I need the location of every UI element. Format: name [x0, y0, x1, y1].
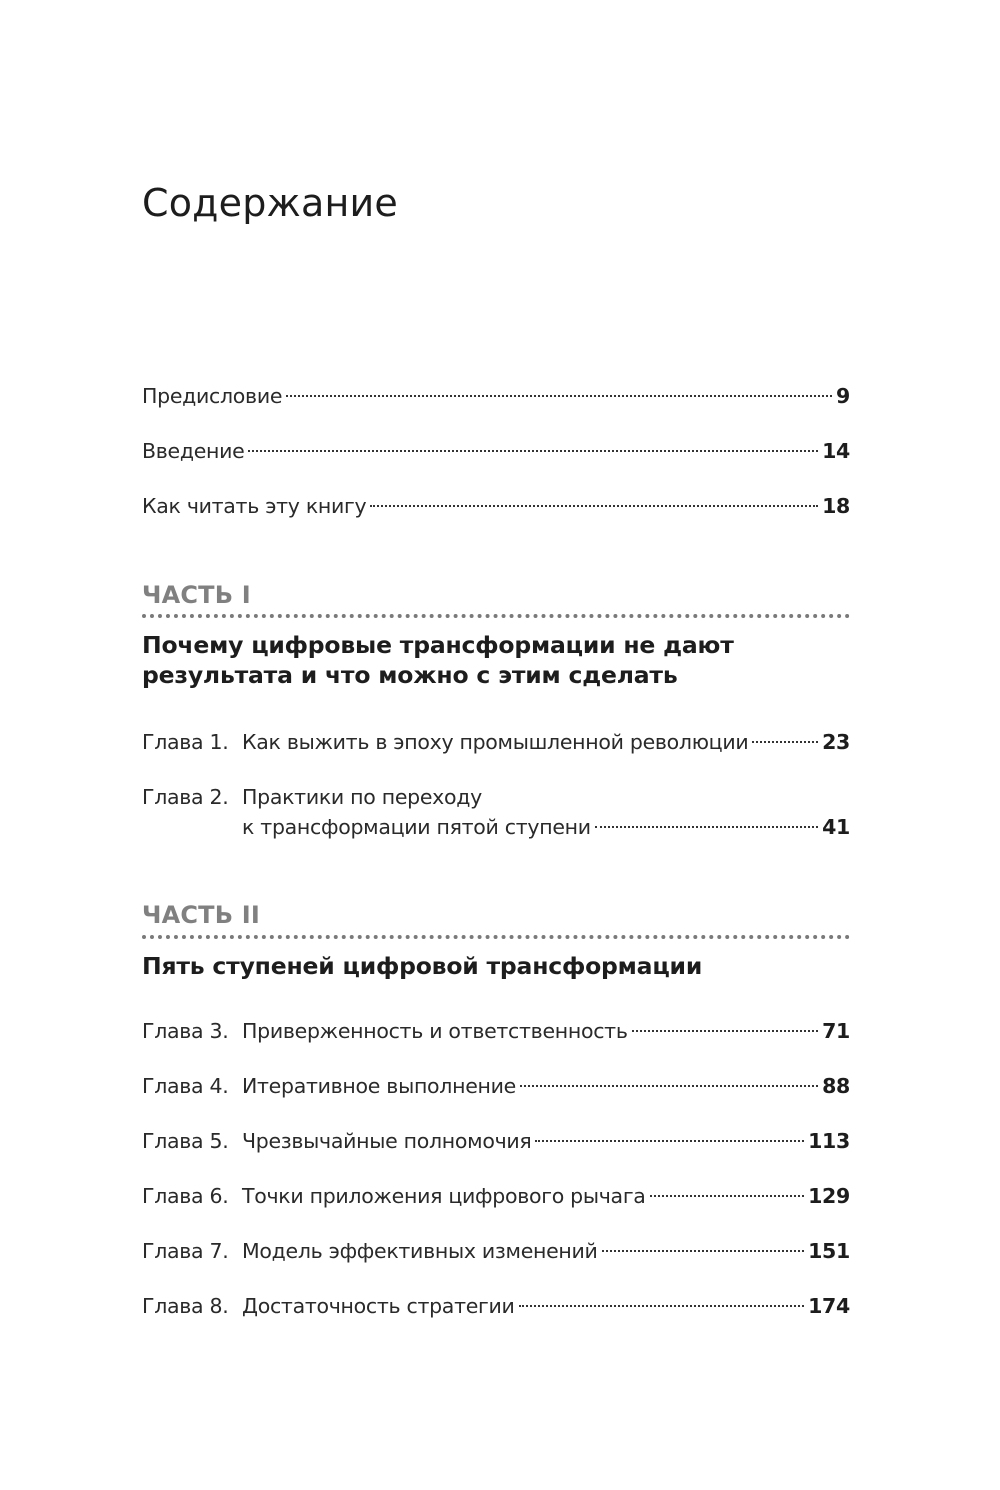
part-title-line: результата и что можно с этим сделать — [142, 661, 678, 689]
toc-page-number: 88 — [822, 1074, 850, 1098]
dot-leader — [370, 505, 818, 507]
part-title — [142, 951, 850, 981]
toc-chapter-7[interactable] — [142, 1236, 850, 1266]
chapter-number: Глава 1. — [142, 730, 229, 754]
chapter-title-continued: к трансформации пятой ступени — [242, 815, 591, 839]
chapter-title: Модель эффективных изменений — [242, 1239, 598, 1263]
toc-chapter-4[interactable] — [142, 1071, 850, 1101]
toc-page-number: 9 — [836, 384, 850, 408]
chapter-title: Точки приложения цифрового рычага — [242, 1184, 646, 1208]
dot-leader — [632, 1030, 818, 1032]
part-label: ЧАСТЬ I — [142, 581, 251, 609]
toc-page-number: 113 — [808, 1129, 850, 1153]
dot-leader — [535, 1140, 804, 1142]
dot-leader — [519, 1305, 805, 1307]
chapter-number: Глава 7. — [142, 1239, 229, 1263]
toc-entry-foreword[interactable] — [142, 381, 850, 411]
toc-page-number: 71 — [822, 1019, 850, 1043]
chapter-title: Практики по переходу — [242, 785, 482, 809]
toc-entry-label: Как читать эту книгу — [142, 494, 367, 518]
dot-leader — [650, 1195, 805, 1197]
toc-chapter-3[interactable] — [142, 1016, 850, 1046]
toc-entry-label: Введение — [142, 439, 245, 463]
toc-chapter-1[interactable] — [142, 727, 850, 757]
toc-chapter-2[interactable] — [142, 782, 850, 842]
toc-entry-how-to-read[interactable] — [142, 491, 850, 521]
part-label: ЧАСТЬ II — [142, 901, 261, 929]
dot-leader — [520, 1085, 818, 1087]
chapter-title: Как выжить в эпоху промышленной революции — [242, 730, 749, 754]
chapter-number: Глава 5. — [142, 1129, 229, 1153]
chapter-number: Глава 8. — [142, 1294, 229, 1318]
part-divider — [142, 935, 850, 939]
dot-leader — [595, 826, 818, 828]
chapter-title: Достаточность стратегии — [242, 1294, 515, 1318]
chapter-number: Глава 4. — [142, 1074, 229, 1098]
page-title: Содержание — [142, 181, 398, 225]
chapter-number: Глава 2. — [142, 785, 229, 809]
chapter-number: Глава 3. — [142, 1019, 229, 1043]
toc-page-number: 151 — [808, 1239, 850, 1263]
toc-page-number: 174 — [808, 1294, 850, 1318]
toc-chapter-8[interactable] — [142, 1291, 850, 1321]
part-title — [142, 630, 850, 690]
chapter-number: Глава 6. — [142, 1184, 229, 1208]
toc-page-number: 14 — [822, 439, 850, 463]
toc-entry-label: Предисловие — [142, 384, 283, 408]
dot-leader — [602, 1250, 805, 1252]
dot-leader — [286, 395, 832, 397]
toc-chapter-6[interactable] — [142, 1181, 850, 1211]
toc-chapter-5[interactable] — [142, 1126, 850, 1156]
toc-entry-introduction[interactable] — [142, 436, 850, 466]
dot-leader — [752, 741, 818, 743]
toc-page-number: 41 — [822, 815, 850, 839]
chapter-title: Приверженность и ответственность — [242, 1019, 628, 1043]
part-title-line: Почему цифровые трансформации не дают — [142, 631, 734, 659]
chapter-title: Чрезвычайные полномочия — [242, 1129, 532, 1153]
part-title-line: Пять ступеней цифровой трансформации — [142, 952, 703, 980]
toc-page-number: 18 — [822, 494, 850, 518]
toc-page-number: 129 — [808, 1184, 850, 1208]
toc-page-number: 23 — [822, 730, 850, 754]
chapter-title: Итеративное выполнение — [242, 1074, 516, 1098]
dot-leader — [248, 450, 818, 452]
part-divider — [142, 614, 850, 618]
